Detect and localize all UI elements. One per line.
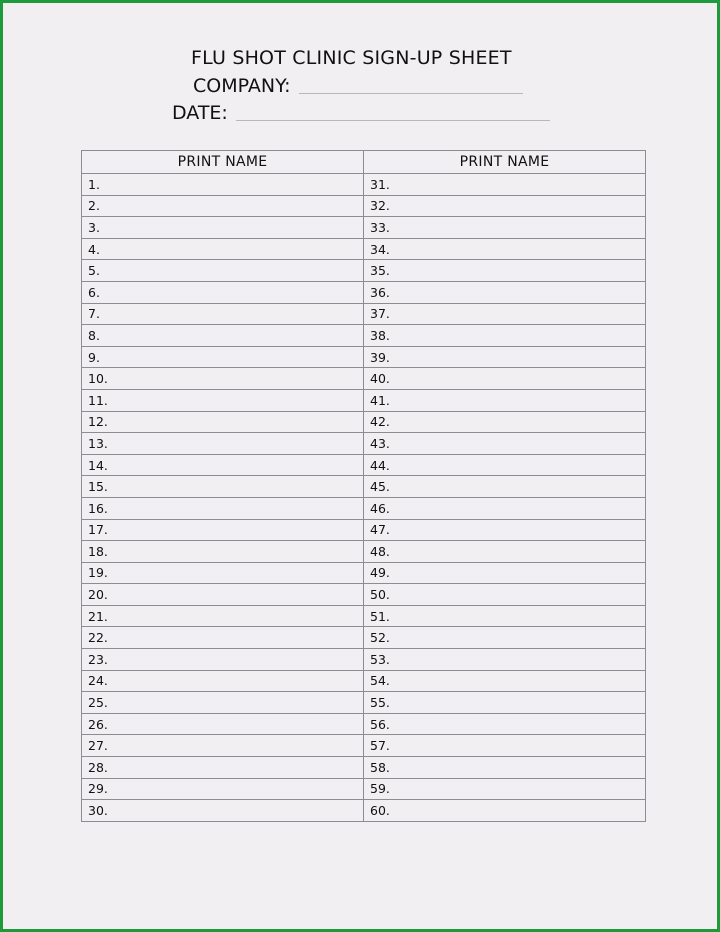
- name-entry-cell[interactable]: 1.: [82, 174, 364, 196]
- date-blank-line[interactable]: [236, 119, 550, 121]
- name-entry-cell[interactable]: 56.: [364, 713, 646, 735]
- company-blank-line[interactable]: [299, 92, 523, 94]
- name-entry-cell[interactable]: 46.: [364, 497, 646, 519]
- column-header-right: PRINT NAME: [364, 151, 646, 174]
- name-entry-cell[interactable]: 38.: [364, 325, 646, 347]
- name-entry-cell[interactable]: 14.: [82, 454, 364, 476]
- name-entry-cell[interactable]: 53.: [364, 649, 646, 671]
- table-row: [82, 497, 646, 519]
- column-header-left: PRINT NAME: [82, 151, 364, 174]
- name-entry-cell[interactable]: 48.: [364, 541, 646, 563]
- table-row: [82, 541, 646, 563]
- table-row: [82, 238, 646, 260]
- name-entry-cell[interactable]: 36.: [364, 281, 646, 303]
- name-entry-cell[interactable]: 19.: [82, 562, 364, 584]
- name-entry-cell[interactable]: 7.: [82, 303, 364, 325]
- name-entry-cell[interactable]: 16.: [82, 497, 364, 519]
- table-row: [82, 692, 646, 714]
- table-row: [82, 174, 646, 196]
- table-row: [82, 476, 646, 498]
- name-entry-cell[interactable]: 24.: [82, 670, 364, 692]
- table-row: [82, 670, 646, 692]
- name-entry-cell[interactable]: 47.: [364, 519, 646, 541]
- name-entry-cell[interactable]: 25.: [82, 692, 364, 714]
- table-row: [82, 195, 646, 217]
- name-entry-cell[interactable]: 12.: [82, 411, 364, 433]
- name-entry-cell[interactable]: 15.: [82, 476, 364, 498]
- date-label: DATE:: [172, 102, 228, 124]
- table-row: [82, 325, 646, 347]
- name-entry-cell[interactable]: 29.: [82, 778, 364, 800]
- table-row: [82, 217, 646, 239]
- name-entry-cell[interactable]: 34.: [364, 238, 646, 260]
- table-row: [82, 735, 646, 757]
- table-row: [82, 757, 646, 779]
- name-entry-cell[interactable]: 45.: [364, 476, 646, 498]
- name-entry-cell[interactable]: 52.: [364, 627, 646, 649]
- name-entry-cell[interactable]: 40.: [364, 368, 646, 390]
- table-row: [82, 519, 646, 541]
- name-entry-cell[interactable]: 8.: [82, 325, 364, 347]
- name-entry-cell[interactable]: 37.: [364, 303, 646, 325]
- name-entry-cell[interactable]: 11.: [82, 389, 364, 411]
- table-row: [82, 778, 646, 800]
- name-entry-cell[interactable]: 28.: [82, 757, 364, 779]
- name-entry-cell[interactable]: 35.: [364, 260, 646, 282]
- name-entry-cell[interactable]: 4.: [82, 238, 364, 260]
- name-entry-cell[interactable]: 57.: [364, 735, 646, 757]
- name-entry-cell[interactable]: 33.: [364, 217, 646, 239]
- name-entry-cell[interactable]: 18.: [82, 541, 364, 563]
- name-entry-cell[interactable]: 43.: [364, 433, 646, 455]
- table-row: [82, 303, 646, 325]
- name-entry-cell[interactable]: 26.: [82, 713, 364, 735]
- name-entry-cell[interactable]: 42.: [364, 411, 646, 433]
- name-entry-cell[interactable]: 41.: [364, 389, 646, 411]
- name-entry-cell[interactable]: 30.: [82, 800, 364, 822]
- table-row: [82, 433, 646, 455]
- table-row: [82, 260, 646, 282]
- name-entry-cell[interactable]: 54.: [364, 670, 646, 692]
- table-row: [82, 454, 646, 476]
- name-entry-cell[interactable]: 55.: [364, 692, 646, 714]
- name-entry-cell[interactable]: 5.: [82, 260, 364, 282]
- table-row: [82, 368, 646, 390]
- table-row: [82, 562, 646, 584]
- table-row: [82, 584, 646, 606]
- table-row: [82, 281, 646, 303]
- name-entry-cell[interactable]: 60.: [364, 800, 646, 822]
- name-entry-cell[interactable]: 49.: [364, 562, 646, 584]
- name-entry-cell[interactable]: 9.: [82, 346, 364, 368]
- name-entry-cell[interactable]: 13.: [82, 433, 364, 455]
- name-entry-cell[interactable]: 44.: [364, 454, 646, 476]
- name-entry-cell[interactable]: 51.: [364, 605, 646, 627]
- table-row: [82, 389, 646, 411]
- name-entry-cell[interactable]: 10.: [82, 368, 364, 390]
- name-entry-cell[interactable]: 21.: [82, 605, 364, 627]
- name-entry-cell[interactable]: 3.: [82, 217, 364, 239]
- name-entry-cell[interactable]: 39.: [364, 346, 646, 368]
- name-entry-cell[interactable]: 22.: [82, 627, 364, 649]
- page-title: FLU SHOT CLINIC SIGN-UP SHEET: [191, 47, 512, 69]
- table-row: [82, 649, 646, 671]
- name-entry-cell[interactable]: 2.: [82, 195, 364, 217]
- table-row: [82, 713, 646, 735]
- table-row: [82, 605, 646, 627]
- name-entry-cell[interactable]: 17.: [82, 519, 364, 541]
- name-entry-cell[interactable]: 59.: [364, 778, 646, 800]
- table-row: [82, 627, 646, 649]
- name-entry-cell[interactable]: 20.: [82, 584, 364, 606]
- sign-up-table: [81, 150, 646, 822]
- company-field: [193, 75, 523, 97]
- name-entry-cell[interactable]: 23.: [82, 649, 364, 671]
- name-entry-cell[interactable]: 27.: [82, 735, 364, 757]
- table-row: [82, 346, 646, 368]
- company-label: COMPANY:: [193, 75, 291, 97]
- name-entry-cell[interactable]: 31.: [364, 174, 646, 196]
- name-entry-cell[interactable]: 58.: [364, 757, 646, 779]
- table-header-row: [82, 151, 646, 174]
- name-entry-cell[interactable]: 32.: [364, 195, 646, 217]
- name-entry-cell[interactable]: 6.: [82, 281, 364, 303]
- name-entry-cell[interactable]: 50.: [364, 584, 646, 606]
- table-row: [82, 411, 646, 433]
- table-row: [82, 800, 646, 822]
- date-field: [172, 102, 550, 124]
